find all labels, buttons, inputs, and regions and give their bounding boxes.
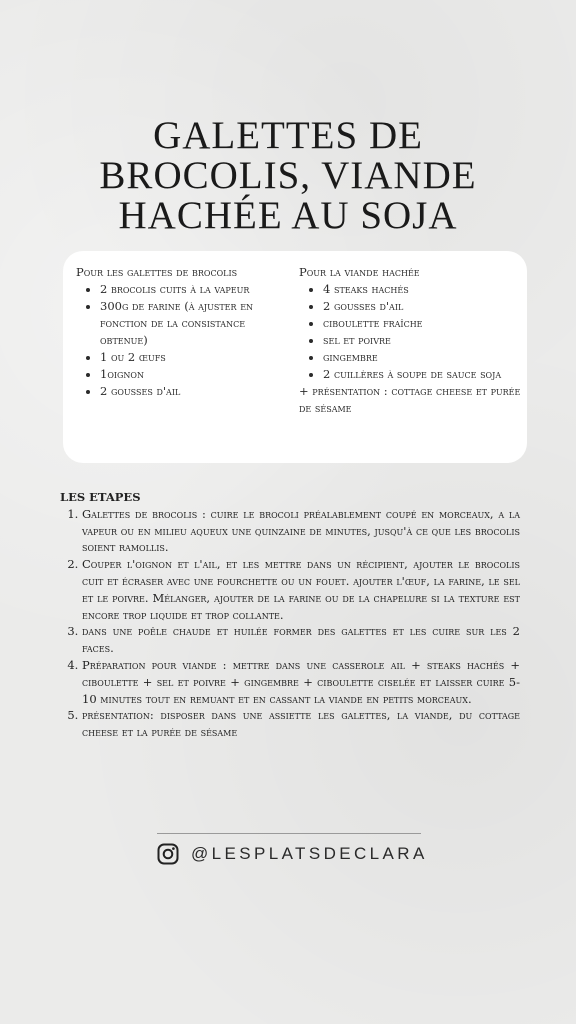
title-line-3: HACHÉE AU SOJA xyxy=(118,194,458,237)
viande-heading: Pour la viande hachée xyxy=(299,265,420,279)
ingredient-item: • 2 cuillères à soupe de sauce soja xyxy=(323,366,521,383)
ingredient-item: • ciboulette fraîche xyxy=(323,315,521,332)
instagram-icon[interactable] xyxy=(157,843,179,865)
presentation-note: + présentation : cottage cheese et purée de sésame xyxy=(299,384,521,415)
galettes-ingredients xyxy=(76,264,281,400)
ingredient-item: • 2 brocolis cuits à la vapeur xyxy=(100,281,281,298)
social-handle[interactable] xyxy=(157,843,428,865)
ingredient-item: • gingembre xyxy=(323,349,521,366)
ingredient-item: • sel et poivre xyxy=(323,332,521,349)
ingredient-item: • 1 ou 2 œufs xyxy=(100,349,281,366)
step-item: 3. dans une poêle chaude et huilée former des galettes et les cuire sur les 2 faces. xyxy=(82,623,520,657)
instagram-handle[interactable]: @LESPLATSDECLARA xyxy=(191,844,428,863)
step-item: 2. Couper l'oignon et l'ail, et les mettre dans un récipient, ajouter le brocolis cuit et écraser avec une fourchette ou un fouet. ajouter l'œuf, la farine, le sel et le poivre. Mélanger, ajouter de la farine ou de la chapelure si la texture est encore trop liquide et trop collante. xyxy=(82,556,520,623)
ingredient-item: • 2 gousses d'ail xyxy=(323,298,521,315)
steps-section xyxy=(60,489,520,741)
step-item: 4. Préparation pour viande : mettre dans une casserole ail + steaks hachés + ciboulette + sel et poivre + gingembre + ciboulette ciselée et laisser cuire 5-10 minutes tout en remuant et en cassant la viande en petits morceaux. xyxy=(82,657,520,707)
recipe-title xyxy=(40,116,536,236)
steps-list xyxy=(60,506,520,741)
title-line-1: GALETTES DE xyxy=(153,114,423,157)
ingredient-item: • 4 steaks hachés xyxy=(323,281,521,298)
galettes-heading: Pour les galettes de brocolis xyxy=(76,265,238,279)
divider xyxy=(157,833,421,834)
steps-heading: LES ETAPES xyxy=(60,490,141,504)
ingredient-item: • 2 gousses d'ail xyxy=(100,383,281,400)
viande-ingredient-list xyxy=(299,281,521,383)
title-line-2: BROCOLIS, VIANDE xyxy=(99,154,477,197)
ingredient-item: • 300g de farine (à ajuster en fonction de la consistance obtenue) xyxy=(100,298,281,349)
step-item: 5. présentation: disposer dans une assiette les galettes, la viande, du cottage cheese et la purée de sésame xyxy=(82,707,520,741)
step-item: 1. Galettes de brocolis : cuire le brocoli préalablement coupé en morceaux, a la vapeur ou en milieu aqueux une quinzaine de minutes, jusqu'à ce que les brocolis soient ramollis. xyxy=(82,506,520,556)
galettes-ingredient-list xyxy=(76,281,281,400)
viande-ingredients xyxy=(299,264,521,417)
ingredients-card xyxy=(63,251,527,463)
ingredient-item: • 1oignon xyxy=(100,366,281,383)
